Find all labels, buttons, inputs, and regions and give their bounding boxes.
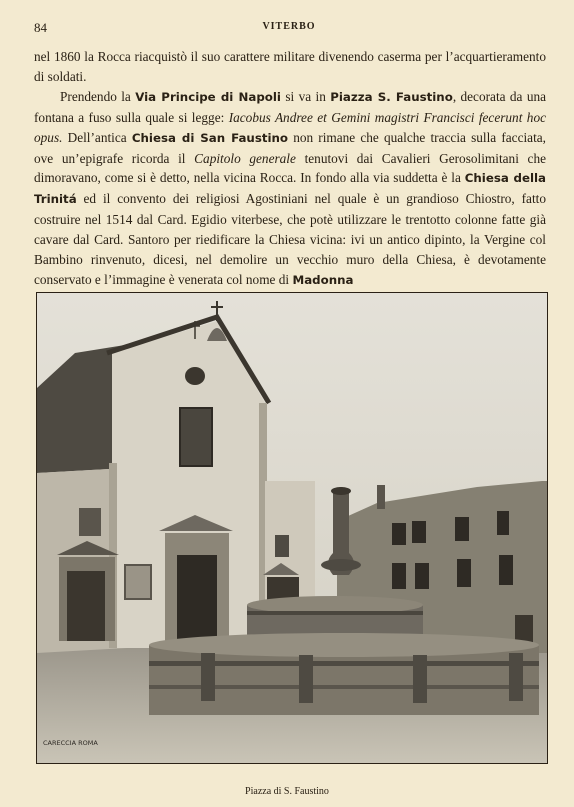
church-side-door: [67, 571, 105, 641]
place-name-chiesa-di-san-faustino: Chiesa di San Faustino: [131, 130, 289, 145]
church-oculus: [185, 367, 205, 385]
italic-capitolo-generale: Capitolo generale: [194, 150, 296, 166]
page-number: 84: [34, 20, 47, 35]
church-small-window: [79, 508, 101, 536]
photographer-credit: CARECCIA ROMA: [43, 739, 98, 747]
text-run: si va in: [280, 88, 331, 104]
text-run: , decorata da una fontana a fuso sulla quale si legge:: [34, 88, 547, 125]
page-header: [34, 20, 544, 34]
piazza-photograph: [36, 292, 548, 764]
text-run: ed il convento dei religiosi Agostiniani nel quale è un grandioso Chiostro, fatto costruire nel 1514 dal Card. Egidio viterbese, che potè utilizzare le trentotto colonne fatte già cavare dal Card. Santoro per riedificare la Chiesa vicina: ivi un antico dipinto, la Vergine col Bambino rinvenuto, dicesi, nel demolire un vecchio muro della Chiesa, è devotamente conservato e l’immagine è venerata col nome di: [34, 191, 546, 287]
text-run: tenutovi dai Cavalieri Gerosolimitani che dimoravano, come si è detto, nella vicina Rocca. In fondo alla via suddetta è la: [34, 150, 546, 186]
place-name-madonna: Madonna: [292, 272, 354, 287]
fountain-inscription: Iacobus Andree et Gemini magistri Francisci fecerunt hoc opus.: [34, 109, 546, 145]
church-upper-window: [180, 408, 212, 466]
piazza-illustration: [37, 293, 547, 763]
body-text: [34, 47, 546, 291]
place-name-via-principe-di-napoli: Via Principe di Napoli: [135, 89, 281, 104]
figure-caption: Piazza di S. Faustino: [245, 786, 329, 797]
text-run: non rimane che qualche traccia sulla facciata, ove un’epigrafe ricorda il: [34, 129, 546, 166]
chimney: [377, 485, 385, 509]
paragraph-2: [34, 87, 546, 291]
running-title: VITERBO: [262, 21, 316, 32]
place-name-piazza-s-faustino: Piazza S. Faustino: [330, 89, 453, 104]
facade-epigraph: [125, 565, 151, 599]
text-run: Dell’antica: [62, 129, 132, 145]
place-name-chiesa-della-trinita: Chiesa della Trinitá: [34, 171, 546, 207]
church-main-door: [177, 555, 217, 641]
text-run: nel 1860 la Rocca riacquistò il suo carattere militare divenendo caserma per l’acquartieramento di soldati.: [34, 49, 546, 84]
text-run: Prendendo la: [60, 88, 136, 104]
paragraph-1: [34, 47, 546, 87]
